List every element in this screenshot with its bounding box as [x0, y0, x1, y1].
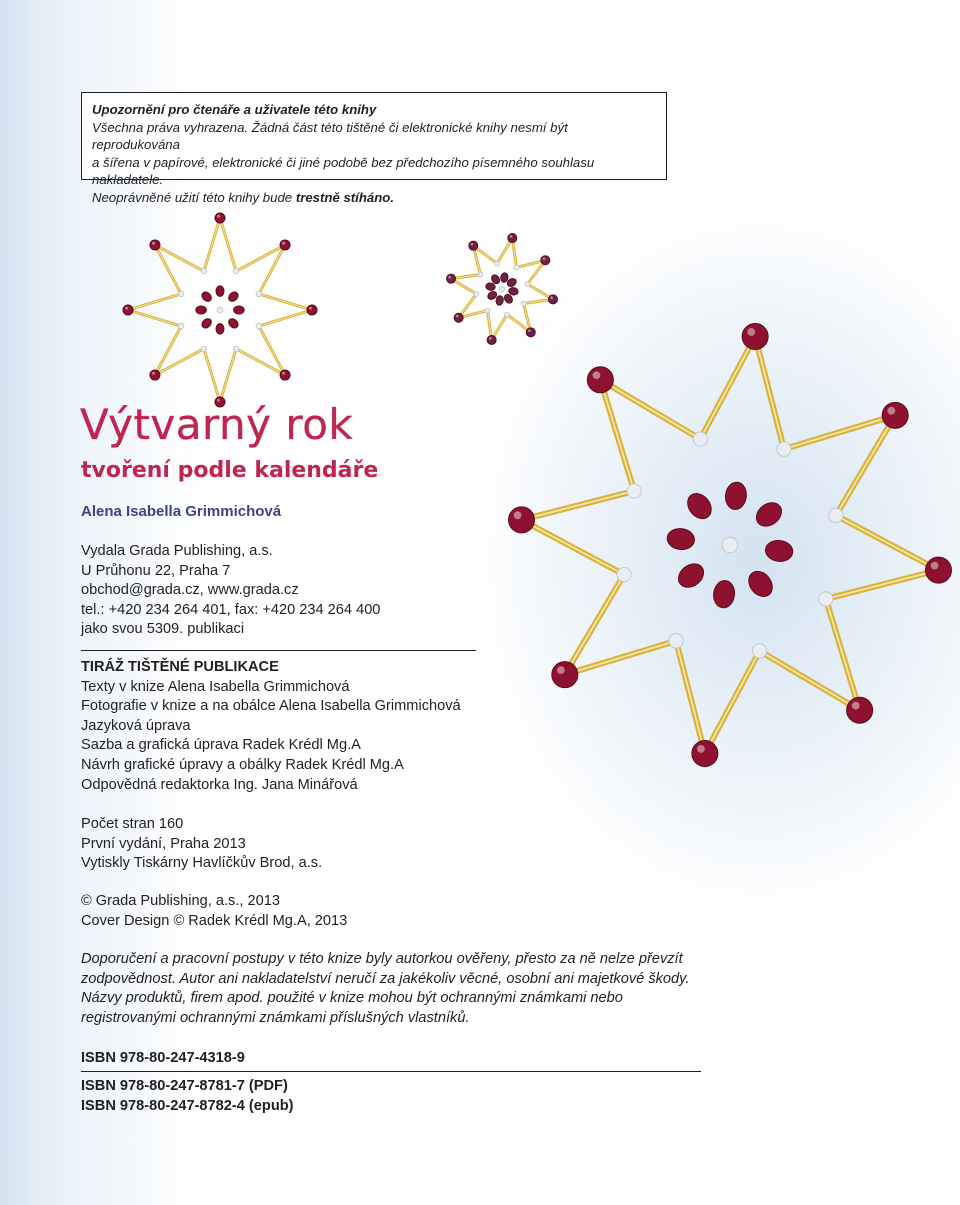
bugle-bead-shine: [128, 294, 181, 310]
center-bead: [683, 489, 716, 523]
tip-bead: [307, 305, 317, 315]
tip-bead-shine: [448, 276, 451, 279]
tip-bead: [509, 507, 535, 533]
tip-bead-shine: [887, 407, 895, 415]
center-bead: [666, 527, 696, 551]
beaded-star-large-right: [495, 320, 955, 770]
seed-bead: [233, 346, 239, 352]
bugle-bead-shine: [700, 337, 755, 440]
tip-bead-shine: [550, 296, 553, 299]
notice-line: Všechna práva vyhrazena. Žádná část této tištěné či elektronické knihy nesmí být reprodukována: [92, 119, 568, 152]
imprint-section: [81, 658, 461, 795]
seed-bead: [829, 508, 843, 522]
page-count: Počet stran 160: [81, 816, 184, 832]
tip-bead: [847, 697, 873, 723]
tip-bead: [123, 305, 133, 315]
seed-bead: [495, 261, 500, 266]
seed-bead: [525, 282, 530, 287]
tip-bead-shine: [125, 307, 128, 310]
notice-emphasis: trestně stíháno.: [295, 189, 395, 205]
disclaimer-line: Názvy produktů, firem apod. použité v knize mohou být ochrannými známkami nebo: [81, 990, 623, 1007]
seed-bead: [693, 432, 707, 446]
disclaimer-line: zodpovědnost. Autor ani nakladatelství neručí za jakékoliv věcné, osobní ani majetkové škody.: [81, 970, 690, 987]
notice-line-text: Neoprávněné užití této knihy bude: [92, 189, 296, 205]
notice-line: [92, 189, 656, 207]
book-author: Alena Isabella Grimmichová: [81, 503, 282, 520]
seed-bead: [178, 323, 184, 329]
seed-bead: [233, 268, 239, 274]
disclaimer: [81, 950, 689, 1028]
book-subtitle: tvoření podle kalendáře: [81, 458, 379, 483]
seed-bead: [256, 323, 262, 329]
tip-bead-shine: [747, 328, 755, 336]
tip-bead-shine: [510, 235, 513, 238]
edition-info: [81, 815, 322, 874]
tip-bead: [548, 295, 557, 304]
seed-bead: [485, 308, 490, 313]
seed-bead: [201, 346, 207, 352]
bugle-bead-shine: [705, 651, 760, 754]
printer: Vytiskly Tiskárny Havlíčkův Brod, a.s.: [81, 855, 323, 872]
center-bead: [744, 567, 777, 601]
imprint-line: Jazyková úprava: [81, 717, 191, 734]
imprint-line: Návrh grafické úpravy a obálky Radek Krédl Mg.A: [81, 756, 404, 773]
tip-bead: [552, 662, 578, 688]
center-bead: [216, 324, 224, 335]
tip-bead: [447, 274, 456, 283]
imprint-line: Odpovědná redaktorka Ing. Jana Minářová: [81, 776, 358, 793]
imprint-line: Sazba a grafická úprava Radek Krédl Mg.A: [81, 737, 361, 754]
publisher-info: [81, 542, 380, 640]
seed-bead: [777, 442, 791, 456]
bugle-bead-shine: [204, 349, 220, 402]
copyright-notice-box: [81, 92, 667, 205]
seed-bead: [752, 644, 766, 658]
tip-bead: [882, 402, 908, 428]
seed-bead: [178, 291, 184, 297]
tip-bead: [150, 370, 160, 380]
center-bead: [674, 559, 708, 592]
tip-bead: [454, 313, 463, 322]
tip-bead: [587, 367, 613, 393]
isbn-print: ISBN 978-80-247-4318-9: [81, 1050, 245, 1066]
bugle-bead-shine: [220, 349, 236, 402]
beaded-star-small-left: [120, 210, 320, 410]
seed-bead: [669, 634, 683, 648]
publisher-line: Vydala Grada Publishing, a.s.: [81, 543, 273, 559]
publisher-phone: tel.: +420 234 264 401, fax: +420 234 264 400: [81, 601, 381, 618]
center-bead: [216, 286, 224, 297]
divider: [81, 650, 476, 651]
tip-bead-shine: [852, 702, 860, 710]
center-seed-bead: [499, 286, 504, 291]
center-bead: [227, 290, 240, 303]
tip-bead: [742, 324, 768, 350]
bugle-bead-shine: [259, 310, 312, 326]
tip-bead-shine: [152, 372, 155, 375]
tip-bead-shine: [593, 371, 601, 379]
tip-bead-shine: [543, 257, 546, 260]
bugle-bead-shine: [826, 570, 939, 599]
center-bead: [712, 579, 736, 609]
center-seed-bead: [722, 537, 738, 553]
seed-bead: [256, 291, 262, 297]
imprint-line: Texty v knize Alena Isabella Grimmichová: [81, 678, 350, 695]
first-edition: První vydání, Praha 2013: [81, 835, 246, 852]
tip-bead: [215, 213, 225, 223]
center-seed-bead: [217, 307, 223, 313]
tip-bead: [692, 740, 718, 766]
tip-bead: [541, 256, 550, 265]
seed-bead: [505, 312, 510, 317]
tip-bead: [280, 370, 290, 380]
seed-bead: [478, 272, 483, 277]
divider: [81, 1071, 701, 1072]
tip-bead: [469, 241, 478, 250]
notice-heading: Upozornění pro čtenáře a uživatele této knihy: [92, 102, 377, 117]
tip-bead-shine: [282, 372, 285, 375]
bugle-bead-shine: [220, 218, 236, 271]
book-title: Výtvarný rok: [80, 400, 354, 449]
disclaimer-line: Doporučení a pracovní postupy v této knize byly autorkou ověřeny, přesto za ně nelze převzít: [81, 951, 683, 967]
center-bead: [196, 306, 207, 314]
tip-bead: [925, 557, 951, 583]
copyright-line: Cover Design © Radek Krédl Mg.A, 2013: [81, 912, 348, 929]
bugle-bead-shine: [259, 294, 312, 310]
tip-bead: [508, 234, 517, 243]
tip-bead-shine: [309, 307, 312, 310]
center-bead: [200, 290, 213, 303]
bugle-bead-shine: [676, 641, 705, 754]
publisher-publication-number: jako svou 5309. publikaci: [81, 621, 245, 638]
center-bead: [227, 317, 240, 330]
center-bead: [752, 498, 786, 531]
disclaimer-line: registrovanými ochrannými známkami příslušných vlastníků.: [81, 1009, 470, 1026]
publisher-contact-links: obchod@grada.cz, www.grada.cz: [81, 582, 299, 599]
tip-bead: [280, 240, 290, 250]
imprint-line: Fotografie v knize a na obálce Alena Isabella Grimmichová: [81, 698, 461, 715]
center-bead: [764, 539, 794, 563]
tip-bead-shine: [557, 666, 565, 674]
copyright-info: [81, 892, 347, 931]
tip-bead-shine: [282, 242, 285, 245]
tip-bead-shine: [152, 242, 155, 245]
tip-bead: [150, 240, 160, 250]
isbn-pdf: ISBN 978-80-247-8781-7 (PDF): [81, 1078, 288, 1094]
bugle-bead-shine: [755, 337, 784, 450]
seed-bead: [819, 592, 833, 606]
imprint-heading: TIRÁŽ TIŠTĚNÉ PUBLIKACE: [81, 659, 279, 675]
publisher-address: U Průhonu 22, Praha 7: [81, 562, 231, 579]
seed-bead: [521, 301, 526, 306]
tip-bead-shine: [931, 562, 939, 570]
seed-bead: [627, 484, 641, 498]
seed-bead: [474, 292, 479, 297]
bugle-bead-shine: [522, 520, 625, 575]
seed-bead: [514, 265, 519, 270]
copyright-line: © Grada Publishing, a.s., 2013: [81, 893, 280, 909]
tip-bead-shine: [471, 243, 474, 246]
tip-bead-shine: [456, 315, 459, 318]
isbn-epub: ISBN 978-80-247-8782-4 (epub): [81, 1098, 294, 1114]
seed-bead: [201, 268, 207, 274]
center-bead: [234, 306, 245, 314]
center-bead: [200, 317, 213, 330]
bugle-bead-shine: [522, 491, 635, 520]
bugle-bead-shine: [204, 218, 220, 271]
seed-bead: [617, 567, 631, 581]
bugle-bead-shine: [128, 310, 181, 326]
tip-bead-shine: [514, 511, 522, 519]
notice-line: a šířena v papírové, elektronické či jiné podobě bez předchozího písemného souhlasu nakladatele.: [92, 154, 595, 187]
tip-bead-shine: [697, 745, 705, 753]
tip-bead-shine: [489, 337, 492, 340]
bugle-bead-shine: [836, 515, 939, 570]
tip-bead-shine: [217, 215, 220, 218]
center-bead: [724, 481, 748, 511]
